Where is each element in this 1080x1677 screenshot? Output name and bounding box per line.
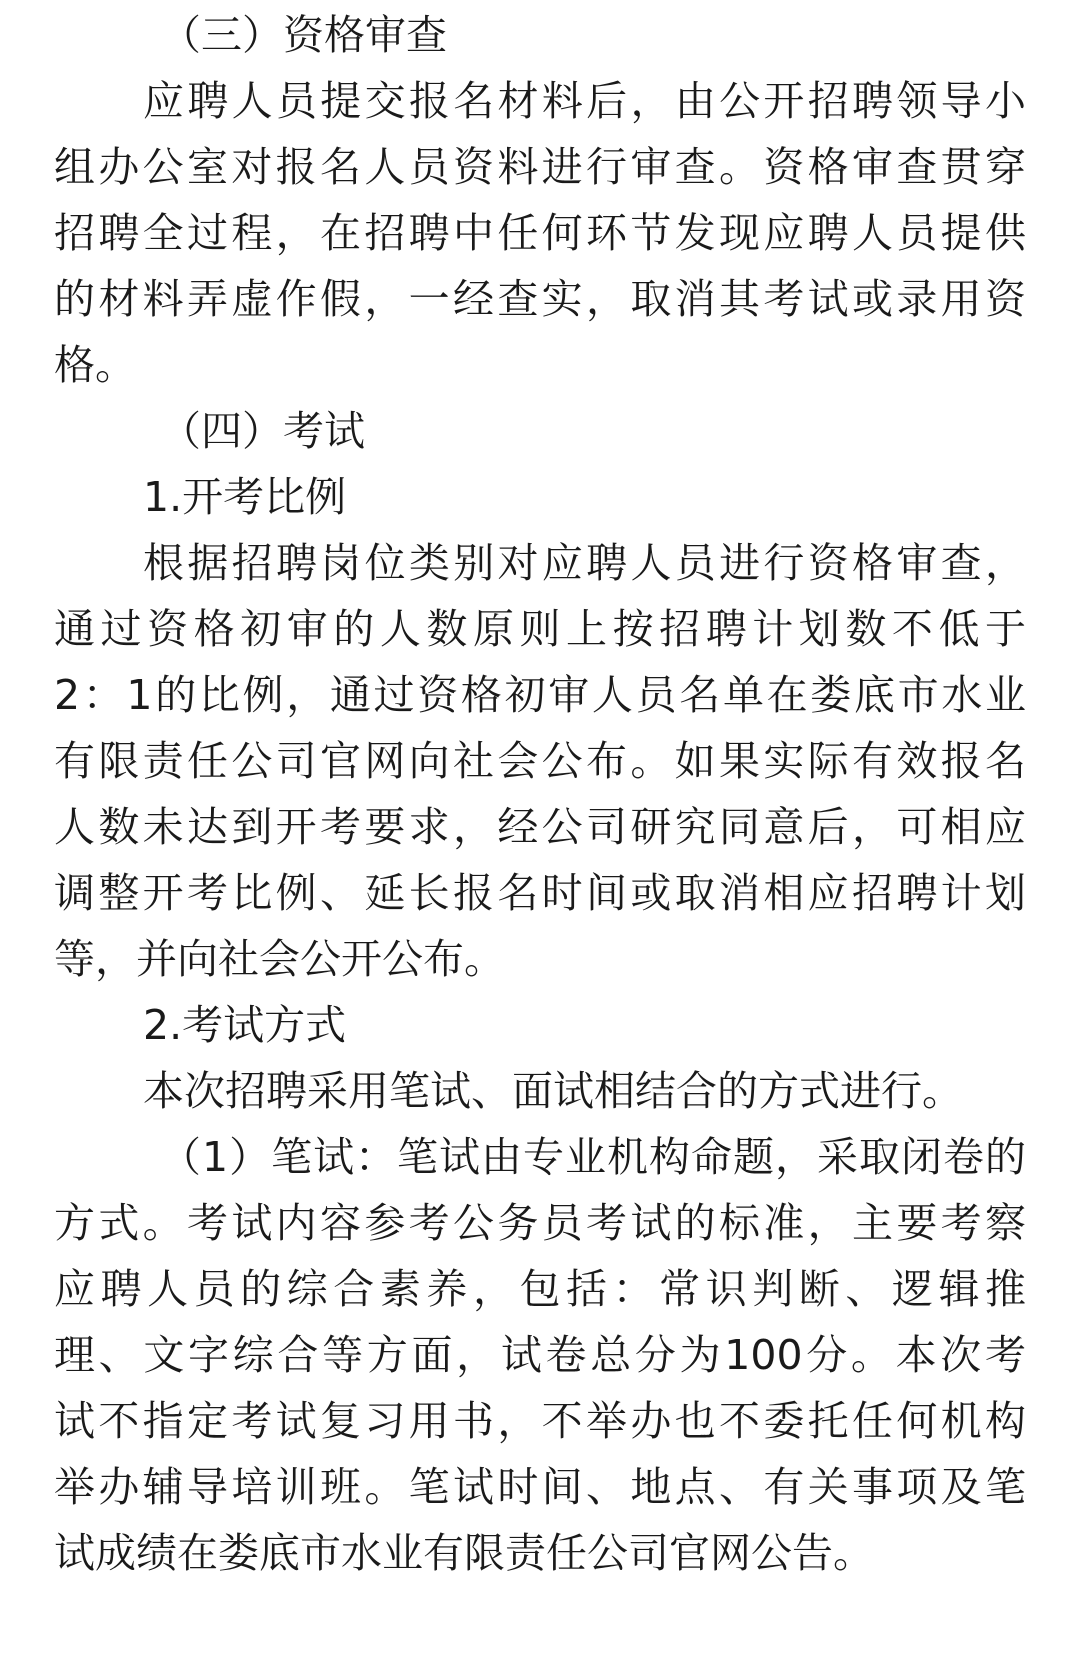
paragraph-line: 有限责任公司官网向社会公布。如果实际有效报名 <box>54 737 1026 785</box>
subsection-heading-exam-ratio: 1.开考比例 <box>143 473 347 521</box>
paragraph-line: 根据招聘岗位类别对应聘人员进行资格审查， <box>143 539 1026 587</box>
subsection-heading-exam-method: 2.考试方式 <box>143 1001 347 1049</box>
paragraph-line: 通过资格初审的人数原则上按招聘计划数不低于 <box>54 605 1026 653</box>
paragraph-line: （1）笔试：笔试由专业机构命题，采取闭卷的 <box>160 1133 1026 1181</box>
paragraph-line: 招聘全过程，在招聘中任何环节发现应聘人员提供 <box>54 209 1026 257</box>
paragraph-line: 的材料弄虚作假，一经查实，取消其考试或录用资 <box>54 275 1026 323</box>
paragraph-line: 本次招聘采用笔试、面试相结合的方式进行。 <box>143 1067 963 1115</box>
paragraph-line: 应聘人员的综合素养，包括：常识判断、逻辑推 <box>54 1265 1026 1313</box>
paragraph-line: 理、文字综合等方面，试卷总分为100分。本次考 <box>54 1331 1026 1379</box>
paragraph-line: 举办辅导培训班。笔试时间、地点、有关事项及笔 <box>54 1463 1026 1511</box>
paragraph-line: 调整开考比例、延长报名时间或取消相应招聘计划 <box>54 869 1026 917</box>
paragraph-line: 试成绩在娄底市水业有限责任公司官网公告。 <box>54 1529 874 1577</box>
paragraph-line: 等，并向社会公开公布。 <box>54 935 505 983</box>
paragraph-line: 应聘人员提交报名材料后，由公开招聘领导小 <box>143 77 1026 125</box>
paragraph-line: 格。 <box>54 341 136 389</box>
paragraph-line: 试不指定考试复习用书，不举办也不委托任何机构 <box>54 1397 1026 1445</box>
section-heading-exam: （四）考试 <box>160 407 365 455</box>
paragraph-line: 方式。考试内容参考公务员考试的标准，主要考察 <box>54 1199 1026 1247</box>
paragraph-line: 人数未达到开考要求，经公司研究同意后，可相应 <box>54 803 1026 851</box>
paragraph-line: 2：1的比例，通过资格初审人员名单在娄底市水业 <box>54 671 1026 719</box>
paragraph-line: 组办公室对报名人员资料进行审查。资格审查贯穿 <box>54 143 1026 191</box>
section-heading-qualification-review: （三）资格审查 <box>160 11 447 59</box>
